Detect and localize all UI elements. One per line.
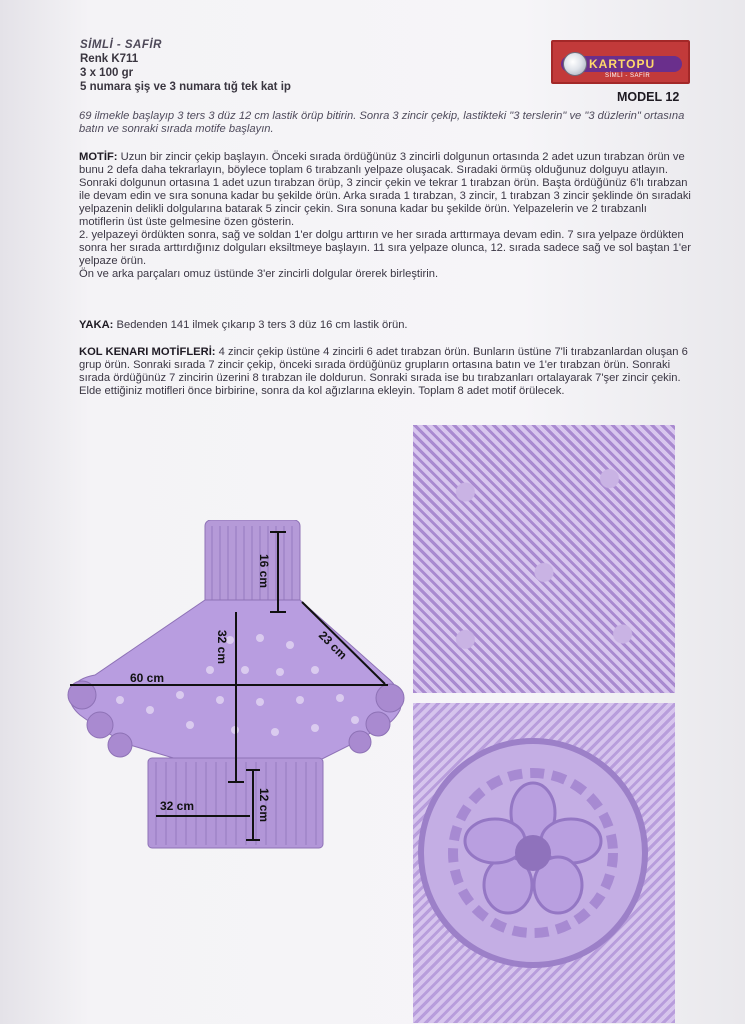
kol-text: 4 zincir çekip üstüne 4 zincirli 6 adet tırabzan örün. Bunların üstüne 7'li tırabzanlardan oluşan 6 grup örün. Sonraki sırada 7 zincir çekip, önceki sırada ördüğünüz grupların ortasına batın ve 1'er tırabzan örün. Sonraki sırada ördüğünüz 7 zincirin üzerini 8 tırabzan ile doldurun. Sonraki sırada ise bu tırabzanları ortalayarak 7'şer zincir çekin. Elde ettiğiniz motifleri önce birbirine, sonra da kol ağızlarına ekleyin. Toplam 8 adet motif örülecek. xyxy=(79,346,688,397)
motif-flower-svg xyxy=(413,703,675,1023)
width-measure-label: 60 cm xyxy=(130,671,165,685)
rib-height-measure-label: 12 cm xyxy=(257,788,271,823)
intro-paragraph: 69 ilmekle başlayıp 3 ters 3 düz 12 cm lastik örüp bitirin. Sonra 3 zincir çekip, lastikteki "3 terslerin" ve "3 düzlerin" ortasına batın ve sonraki sırada motife başlayın. xyxy=(79,110,685,135)
yaka-text: Bedenden 141 ilmek çıkarıp 3 ters 3 düz 16 cm lastik örün. xyxy=(116,319,408,331)
motif-paragraph-3: Ön ve arka parçaları omuz üstünde 3'er zincirli dolgular örerek birleştirin. xyxy=(79,268,439,280)
yarn-ball-icon xyxy=(563,52,587,76)
stitch-closeup-photo xyxy=(413,425,675,693)
kol-title: KOL KENARI MOTİFLERİ: xyxy=(79,346,216,358)
motif-paragraph-2: 2. yelpazeyi ördükten sonra, sağ ve soldan 1'er dolgu arttırın ve her sırada arttırmaya devam edin. 7 sıra yelpaze ördükten sonra her sırada arttırdığınız dolguları eksiltmeye başlayın. 11 sıra yelpaze olunca, 12. sırada sadece sağ ve sol baştan 1'er yelpaze örün. xyxy=(79,229,691,267)
motif-section xyxy=(79,151,695,281)
model-label: MODEL 12 xyxy=(617,90,680,104)
yarn-info xyxy=(80,38,291,94)
body-height-measure-label: 32 cm xyxy=(215,630,229,665)
motif-title: MOTİF: xyxy=(79,151,118,163)
yarn-color-code: Renk K711 xyxy=(80,53,139,65)
collar-measure-label: 16 cm xyxy=(257,554,271,589)
yarn-brand: SİMLİ - SAFİR xyxy=(80,39,162,51)
logo-sub: SİMLİ - SAFİR xyxy=(605,73,651,79)
yarn-tools: 5 numara şiş ve 3 numara tığ tek kat ip xyxy=(80,81,291,93)
shoulder-measure-label: 23 cm xyxy=(315,628,350,663)
garment-svg xyxy=(60,520,415,855)
yaka-section xyxy=(79,319,695,332)
motif-center xyxy=(515,835,551,871)
yaka-title: YAKA: xyxy=(79,319,114,331)
garment-diagram xyxy=(60,520,415,855)
kartopu-logo xyxy=(551,40,690,84)
logo-word: KARTOPU xyxy=(589,57,656,71)
motif-closeup-photo xyxy=(413,703,675,1023)
kol-section xyxy=(79,346,695,398)
yarn-quantity: 3 x 100 gr xyxy=(80,67,134,79)
rib-width-measure-label: 32 cm xyxy=(160,799,195,813)
motif-paragraph-1: Uzun bir zincir çekip başlayın. Önceki sırada ördüğünüz 3 zincirli dolgunun ortasında 2 adet uzun tırabzan örün ve bunu 2 defa daha tekrarlayın, böylece toplam 6 tırabzanlı yelpaze oluşacak. Sıradaki örmüş olduğunuz dolguyu atlayın. Sonraki dolgunun ortasına 1 adet uzun tırabzan örüp, 3 zincir çekin ve tekrar 1 tırabzan örün. Başta ördüğünüz 6'lı tırabzan ile devam edin ve sıra sonuna kadar bu şekilde örün. Arka sırada 1 tırabzan, 3 zincir, 1 tırabzan 3 zincir şeklinde ön sıradaki yelpazenin delikli dolgularına batarak 5 zincir çekin. Sıra sonuna kadar bu şekilde örün. Yelpazelerin ve 2 tırabzanlı motiflerin üst üste gelmesine özen gösterin. xyxy=(79,151,691,228)
